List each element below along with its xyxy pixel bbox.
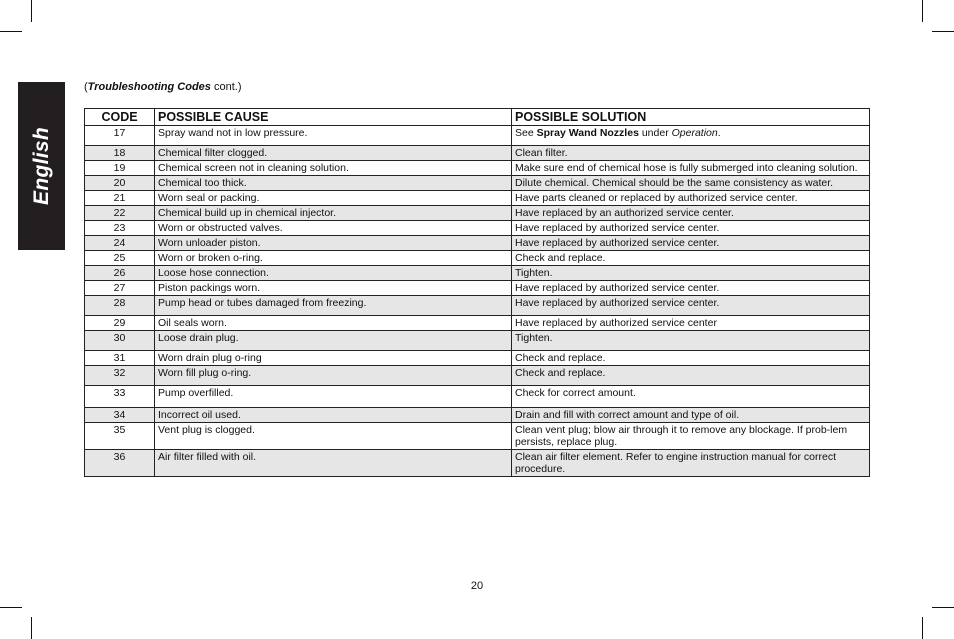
table-row: [85, 126, 870, 146]
table-caption: [84, 81, 242, 93]
row-solution: Make sure end of chemical hose is fully submerged into cleaning solution.: [512, 161, 870, 176]
table-row: [85, 146, 870, 161]
solution-italic-reference: Operation: [671, 127, 718, 139]
header-possible-solution: POSSIBLE SOLUTION: [512, 109, 870, 126]
row-cause: Chemical too thick.: [155, 176, 512, 191]
solution-bold-reference: Spray Wand Nozzles: [536, 127, 639, 139]
table-row: [85, 408, 870, 423]
row-solution: Have replaced by authorized service center.: [512, 281, 870, 296]
crop-mark: [0, 607, 22, 608]
row-cause: Spray wand not in low pressure.: [155, 126, 512, 146]
caption-rest: cont.): [210, 81, 242, 93]
row-solution: Tighten.: [512, 266, 870, 281]
row-cause: Chemical build up in chemical injector.: [155, 206, 512, 221]
row-code: 36: [85, 450, 155, 477]
table-row: [85, 236, 870, 251]
caption-emphasis: Troubleshooting Codes: [87, 81, 211, 93]
row-solution: Clean air filter element. Refer to engine instruction manual for correct procedure.: [512, 450, 870, 477]
row-cause: Worn drain plug o-ring: [155, 351, 512, 366]
row-solution: Check and replace.: [512, 351, 870, 366]
row-cause: Piston packings worn.: [155, 281, 512, 296]
row-code: 21: [85, 191, 155, 206]
table-row: [85, 206, 870, 221]
crop-mark: [932, 31, 954, 32]
table-row: [85, 423, 870, 450]
crop-mark: [922, 0, 923, 22]
row-cause: Loose hose connection.: [155, 266, 512, 281]
table-row: [85, 281, 870, 296]
table-row: [85, 191, 870, 206]
row-cause: Worn seal or packing.: [155, 191, 512, 206]
row-cause: Oil seals worn.: [155, 316, 512, 331]
row-cause: Pump overfilled.: [155, 386, 512, 408]
row-code: 30: [85, 331, 155, 351]
row-solution: Have parts cleaned or replaced by authorized service center.: [512, 191, 870, 206]
row-code: 24: [85, 236, 155, 251]
row-code: 18: [85, 146, 155, 161]
crop-mark: [922, 617, 923, 639]
table-header-row: [85, 109, 870, 126]
table-row: [85, 266, 870, 281]
row-code: 27: [85, 281, 155, 296]
row-code: 28: [85, 296, 155, 316]
row-cause: Air filter filled with oil.: [155, 450, 512, 477]
row-code: 20: [85, 176, 155, 191]
row-code: 19: [85, 161, 155, 176]
troubleshooting-table: [84, 108, 870, 477]
page-number: 20: [470, 580, 484, 592]
header-possible-cause: POSSIBLE CAUSE: [155, 109, 512, 126]
header-code: CODE: [85, 109, 155, 126]
row-solution: Tighten.: [512, 331, 870, 351]
row-code: 31: [85, 351, 155, 366]
crop-mark: [31, 617, 32, 639]
row-code: 34: [85, 408, 155, 423]
solution-text: See: [515, 127, 537, 139]
row-solution: Check and replace.: [512, 366, 870, 386]
row-solution: Dilute chemical. Chemical should be the same consistency as water.: [512, 176, 870, 191]
row-solution: [512, 126, 870, 146]
row-solution: Check and replace.: [512, 251, 870, 266]
row-cause: Loose drain plug.: [155, 331, 512, 351]
language-tab-label: English: [29, 127, 53, 205]
row-solution: Have replaced by authorized service center.: [512, 236, 870, 251]
table-row: [85, 176, 870, 191]
row-solution: Have replaced by authorized service center.: [512, 296, 870, 316]
row-code: 26: [85, 266, 155, 281]
row-cause: Worn unloader piston.: [155, 236, 512, 251]
table-row: [85, 386, 870, 408]
row-cause: Chemical screen not in cleaning solution.: [155, 161, 512, 176]
crop-mark: [932, 607, 954, 608]
row-cause: Chemical filter clogged.: [155, 146, 512, 161]
table-row: [85, 450, 870, 477]
row-cause: Pump head or tubes damaged from freezing.: [155, 296, 512, 316]
row-solution: Check for correct amount.: [512, 386, 870, 408]
row-code: 33: [85, 386, 155, 408]
row-cause: Worn or broken o-ring.: [155, 251, 512, 266]
row-solution: Have replaced by authorized service center.: [512, 221, 870, 236]
solution-text: under: [638, 127, 672, 139]
table-row: [85, 161, 870, 176]
row-code: 22: [85, 206, 155, 221]
table-row: [85, 221, 870, 236]
table-row: [85, 316, 870, 331]
crop-mark: [31, 0, 32, 22]
row-cause: Incorrect oil used.: [155, 408, 512, 423]
row-solution: Have replaced by authorized service center: [512, 316, 870, 331]
row-code: 25: [85, 251, 155, 266]
caption-open: (: [84, 81, 88, 93]
row-code: 29: [85, 316, 155, 331]
table-row: [85, 351, 870, 366]
row-solution: Drain and fill with correct amount and type of oil.: [512, 408, 870, 423]
row-cause: Vent plug is clogged.: [155, 423, 512, 450]
table-row: [85, 331, 870, 351]
row-code: 35: [85, 423, 155, 450]
row-cause: Worn or obstructed valves.: [155, 221, 512, 236]
table-row: [85, 366, 870, 386]
crop-mark: [0, 31, 22, 32]
table-row: [85, 296, 870, 316]
row-cause: Worn fill plug o-ring.: [155, 366, 512, 386]
row-solution: Have replaced by an authorized service center.: [512, 206, 870, 221]
row-solution: Clean vent plug; blow air through it to remove any blockage. If prob-lem persists, replace plug.: [512, 423, 870, 450]
row-code: 32: [85, 366, 155, 386]
solution-text: .: [717, 127, 721, 139]
table-row: [85, 251, 870, 266]
row-code: 23: [85, 221, 155, 236]
language-tab: [18, 82, 65, 250]
row-solution: Clean filter.: [512, 146, 870, 161]
row-code: 17: [85, 126, 155, 146]
